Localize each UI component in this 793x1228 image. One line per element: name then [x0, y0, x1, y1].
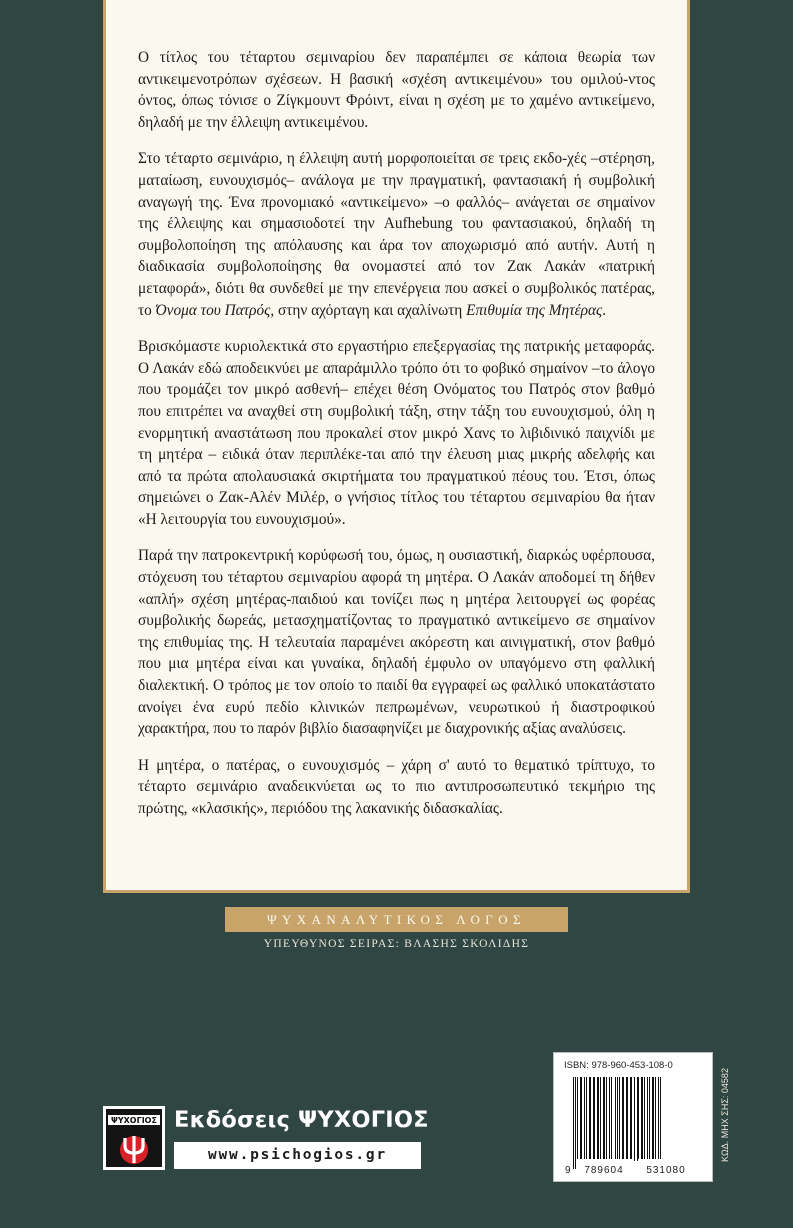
barcode-bar: [652, 1077, 654, 1161]
barcode-bar: [584, 1077, 585, 1161]
barcode-bar: [647, 1077, 648, 1161]
barcode-bar: [660, 1077, 661, 1169]
barcode-bar: [606, 1077, 607, 1161]
barcode-bar: [615, 1077, 616, 1169]
barcode-bar: [603, 1077, 605, 1161]
barcode-bar: [597, 1077, 599, 1161]
barcode-bar: [626, 1077, 628, 1161]
barcode-bar: [577, 1077, 578, 1161]
psichogios-logo-icon: [103, 1106, 165, 1170]
barcode-digits-left: 789604: [584, 1165, 624, 1176]
barcode-graphic: [562, 1077, 706, 1177]
isbn-barcode: [553, 1052, 713, 1182]
barcode-bar: [622, 1077, 624, 1161]
barcode-bar: [644, 1077, 645, 1161]
logo-text: ΨΥΧΟΓΙΟΣ: [111, 1116, 157, 1126]
barcode-bar: [573, 1077, 574, 1169]
barcode-bar: [609, 1077, 610, 1161]
product-code-text: ΚΩΔ. ΜΗΧ ΣΗΣ: 04582: [720, 1068, 730, 1162]
barcode-bar: [619, 1077, 620, 1161]
barcode-bar: [637, 1077, 639, 1161]
blurb-paragraph-1: Ο τίτλος του τέταρτου σεμιναρίου δεν παραπέμπει σε κάποια θεωρία των αντικειμενοτρόπων σχέσεων. Η βασική «σχέση αντικειμένου» του ομιλού-ντος όντος, όπως τόνισε ο Ζίγκμουντ Φρόιντ, είναι η σχέση με το χαμένο αντικείμενο, δηλαδή με την έλλειψη αντικειμένου.: [138, 49, 655, 131]
publisher-block: [103, 1106, 433, 1170]
barcode-digits-right: 531080: [646, 1165, 686, 1176]
barcode-bar: [658, 1077, 659, 1169]
italic-name-of-father: Όνομα του Πατρός: [155, 301, 271, 319]
barcode-bar: [634, 1077, 635, 1161]
blurb-paragraph-5: Η μητέρα, ο πατέρας, ο ευνουχισμός – χάρη σ' αυτό το θεματικό τρίπτυχο, το τέταρτο σεμινάριο αναδεικνύεται ως το πιο αντιπροσωπευτικό τεκμήριο της πρώτης, «κλασικής», περιόδου της λακανικής διδασκαλίας.: [138, 756, 655, 817]
barcode-bar: [617, 1077, 618, 1169]
barcode-bar: [586, 1077, 587, 1161]
barcode-bar: [600, 1077, 601, 1161]
barcode-bar: [611, 1077, 612, 1161]
barcode-bar: [641, 1077, 643, 1161]
series-title: ΨΥΧΑΝΑΛΥΤΙΚΟΣ ΛΟΓΟΣ: [267, 912, 526, 927]
publisher-url: www.psichogios.gr: [207, 1147, 387, 1163]
barcode-bar: [593, 1077, 595, 1161]
barcode-bar: [580, 1077, 582, 1161]
barcode-digit-first: 9: [565, 1165, 571, 1176]
blurb-paragraph-3: Βρισκόμαστε κυριολεκτικά στο εργαστήριο επεξεργασίας της πατρικής μεταφοράς. Ο Λακάν εδώ αποδεικνύει με απαράμιλλο τρόπο ότι το φοβικό σημαίνον –το άλογο που τρομάζει τον μικρό ασθενή– επέχει θέση Ονόματος του Πατρός στον βαθμό που επιτρέπει να αναχθεί στη συμβολική τάξη, στην τάξη του ευνουχισμού, όλη η ενορμητική αναστάτωση που προκαλεί στον μικρό Χανς το λιβιδινικό παιχνίδι με τη μητέρα – ειδικά όταν περιπλέκε-ται από την έλευση μιας μικρής αδελφής και από τα πρώτα απολαυσιακά σκιρτήματα του πραγματικού πέους του. Έτσι, όπως σημειώνει ο Ζακ-Αλέν Μιλέρ, ο γνήσιος τίτλος του τέταρτου σεμιναρίου θα ήταν «Η λειτουργία του ευνουχισμού».: [138, 338, 655, 528]
barcode-bar: [655, 1077, 656, 1161]
blurb-paragraph-4: Παρά την πατροκεντρική κορύφωσή του, όμως, η ουσιαστική, διαρκώς υφέρπουσα, στόχευση του τέταρτου σεμιναρίου αφορά τη μητέρα. Ο Λακάν αποδομεί τη δήθεν «απλή» σχέση μητέρας-παιδιού και τονίζει πως η μητέρα λειτουργεί ως φορέας συμβολικής δωρεάς, μετασχηματίζοντας το πραγματικό αντικείμενο σε σημαίνον της επιθυμίας της. Η τελευταία παραμένει ακόρεστη και αινιγματική, στον βαθμό που μια μητέρα είναι και γυναίκα, δηλαδή έμφυλο ον υπαγόμενο στη φαλλική διαλεκτική. Ο τρόπος με τον οποίο το παιδί θα εγγραφεί ως φαλλικό υποκατάστατο ανοίγει ένα ευρύ πεδίο κλινικών πεπρωμένων, νευρωτικού ή διαστροφικού χαρακτήρα, που το παρόν βιβλίο διασαφηνίζει με διαχρονικής αξίας αναλύσεις.: [138, 547, 655, 738]
italic-desire-of-mother: Επιθυμία της Μητέρας: [466, 301, 603, 319]
product-code: [714, 1054, 734, 1180]
barcode-bar: [589, 1077, 591, 1161]
barcode-bar: [575, 1077, 576, 1169]
barcode-bar: [649, 1077, 650, 1161]
series-title-band: [225, 907, 568, 932]
back-cover-text-panel: [103, 0, 690, 893]
publisher-name: Εκδόσεις ΨΥΧΟΓΙΟΣ: [174, 1107, 429, 1133]
barcode-bar: [630, 1077, 632, 1161]
isbn-label: ISBN: 978-960-453-108-0: [564, 1060, 673, 1071]
publisher-url-box: [174, 1142, 421, 1169]
blurb-text: [138, 47, 655, 820]
blurb-paragraph-2: Στο τέταρτο σεμινάριο, η έλλειψη αυτή μορφοποιείται σε τρεις εκδο-χές –στέρηση, ματαίωση, ευνουχισμός– ανάλογα με την πραγματική, φαντασιακή ή συμβολική αναγωγή της. Ένα προνομιακό «αντικείμενο» –ο φαλλός– ανάγεται σε σημαίνον της έλλειψης και σημασιοδοτεί την Aufhebung του φαντασιακού, δηλαδή τη συμβολοποίηση της απόλαυσης και άρα τον αποχωρισμό από αυτήν. Αυτή η διαδικασία συμβολοποίησης θα ονομαστεί από τον Ζακ Λακάν «πατρική μεταφορά», διότι θα συνδεθεί με την επενέργεια που ασκεί ο συμβολικός πατέρας, το Όνομα του Πατρός, στην αχόρταγη και αχαλίνωτη Επιθυμία της Μητέρας.: [138, 150, 655, 319]
series-editor: ΥΠΕΥΘΥΝΟΣ ΣΕΙΡΑΣ: ΒΛΑΣΗΣ ΣΚΟΛΙΔΗΣ: [263, 938, 530, 950]
